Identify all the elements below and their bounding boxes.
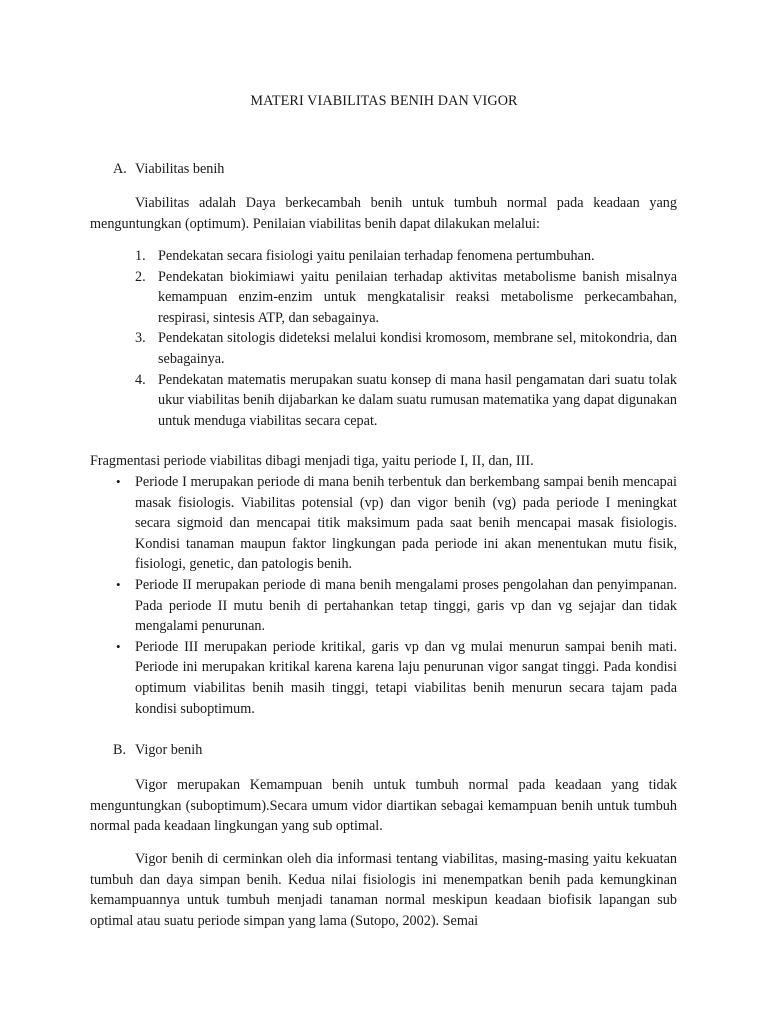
- section-b-paragraph-2-text: Vigor benih di cerminkan oleh dia informasi tentang viabilitas, masing-masing yaitu kekuatan tumbuh dan daya simpan benih. Kedua nilai fisiologis ini menempatkan benih pada kemungkinan kemampuannya untuk tumbuh menjadi tanaman normal meskipun keadaan biofisik lapangan sub optimal atau suatu periode simpan yang lama (Sutopo, 2002). Semai: [90, 851, 677, 929]
- fragmentation-intro: Fragmentasi periode viabilitas dibagi menjadi tiga, yaitu periode I, II, dan, III.: [90, 453, 534, 469]
- list-item-text: Periode II merupakan periode di mana benih mengalami proses pengolahan dan penyimpanan. Pada periode II mutu benih di pertahankan tetap tinggi, garis vp dan vg sejajar dan tidak mengalami penurunan.: [135, 576, 677, 635]
- viability-approach-list: [135, 246, 677, 431]
- section-a-heading: [113, 161, 224, 178]
- list-item: [135, 267, 677, 329]
- list-item-number: 1.: [135, 248, 146, 264]
- list-item: [135, 328, 677, 369]
- list-item-text: Periode I merupakan periode di mana benih terbentuk dan berkembang sampai benih mencapai masak fisiologis. Viabilitas potensial (vp) dan vigor benih (vg) pada periode I meningkat secara sigmoid dan mencapai titik maksimum pada saat benih mencapai masak fisiologis. Kondisi tanaman maupun faktor lingkungan pada periode ini akan menentukan mutu fisik, fisiologi, genetic, dan patologis benih.: [135, 474, 677, 573]
- list-item-text: Pendekatan sitologis dideteksi melalui kondisi kromosom, membrane sel, mitokondria, dan sebagainya.: [158, 330, 677, 367]
- section-a-intro-paragraph: [90, 193, 677, 234]
- list-item-number: 4.: [135, 371, 146, 388]
- bullet-icon: •: [116, 638, 121, 654]
- section-b-heading: [113, 742, 202, 759]
- bullet-icon: •: [116, 576, 121, 592]
- list-item-number: 3.: [135, 330, 146, 347]
- list-item: [135, 246, 677, 267]
- list-item: [113, 472, 677, 575]
- section-b-paragraph-1: [90, 775, 677, 837]
- section-a-intro-text: Viabilitas adalah Daya berkecambah benih untuk tumbuh normal pada keadaan yang menguntungkan (optimum). Penilaian viabilitas benih dapat dilakukan melalui:: [90, 195, 677, 232]
- section-b-paragraph-2: [90, 849, 677, 931]
- list-item-text: Pendekatan biokimiawi yaitu penilaian terhadap aktivitas metabolisme banish misalnya kemampuan enzim-enzim untuk mengkatalisir reaksi metabolisme perkecambahan, respirasi, sintesis ATP, dan sebagainya.: [158, 268, 677, 326]
- period-bullet-list: [113, 472, 677, 719]
- list-item: [113, 637, 677, 719]
- section-b-letter: B.: [113, 742, 127, 758]
- list-item-text: Pendekatan secara fisiologi yaitu penilaian terhadap fenomena pertumbuhan.: [158, 248, 595, 264]
- list-item-number: 2.: [135, 268, 146, 285]
- list-item: [113, 575, 677, 637]
- list-item-text: Periode III merupakan periode kritikal, garis vp dan vg mulai menurun sampai benih mati. Periode ini merupakan kritikal karena karena laju penurunan vigor sangat tinggi. Pada kondisi optimum viabilitas benih masih tinggi, tetapi viabilitas benih menurun secara tajam pada kondisi suboptimum.: [135, 638, 677, 717]
- section-b-title: Vigor benih: [135, 742, 203, 758]
- document-title: MATERI VIABILITAS BENIH DAN VIGOR: [250, 93, 518, 109]
- section-a-letter: A.: [113, 161, 127, 177]
- section-b-paragraph-1-text: Vigor merupakan Kemampuan benih untuk tumbuh normal pada keadaan yang tidak menguntungkan (suboptimum).Secara umum vidor diartikan sebagai kemampuan benih untuk tumbuh normal pada keadaan lingkungan yang sub optimal.: [90, 777, 677, 835]
- list-item: [135, 370, 677, 432]
- section-a-title: Viabilitas benih: [135, 161, 225, 177]
- bullet-icon: •: [116, 474, 121, 489]
- list-item-text: Pendekatan matematis merupakan suatu konsep di mana hasil pengamatan dari suatu tolak ukur viabilitas benih dijabarkan ke dalam suatu rumusan matematika yang dapat digunakan untuk menduga viabilitas secara cepat.: [158, 371, 677, 429]
